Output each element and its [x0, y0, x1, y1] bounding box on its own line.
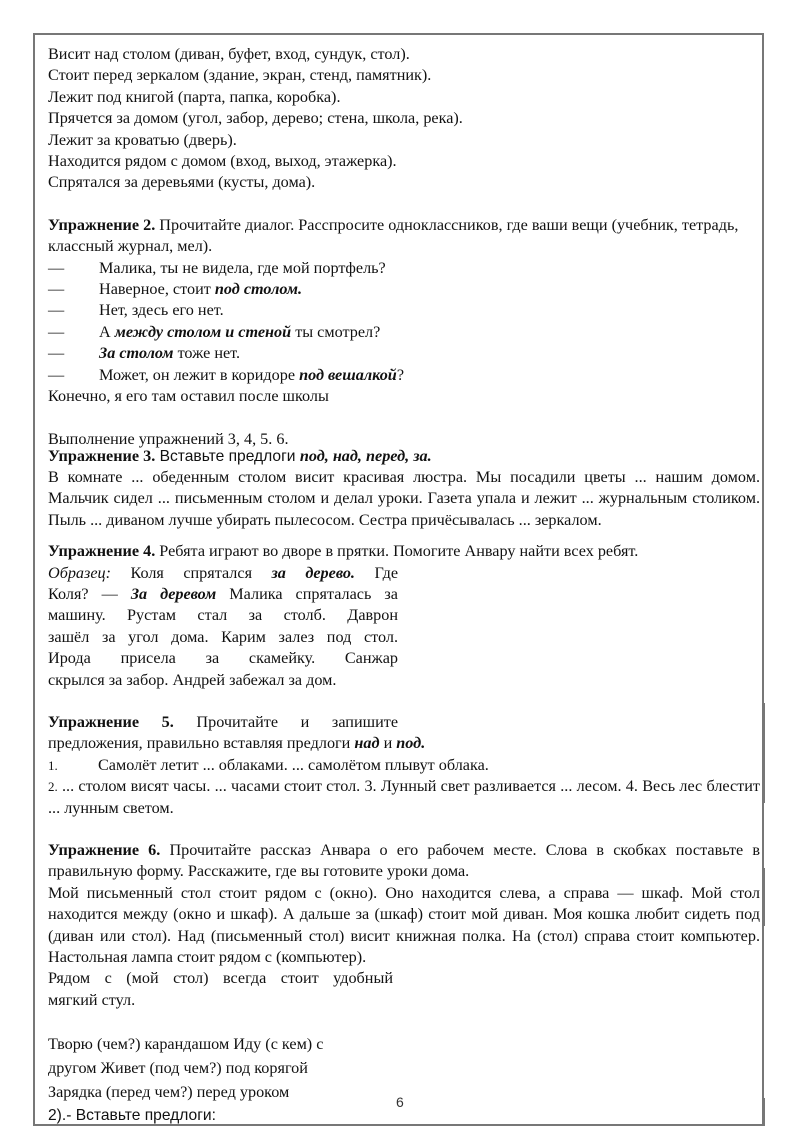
- exercise-4-task: Упражнение 4. Ребята играют во дворе в прятки. Помогите Анвару найти всех ребят.: [48, 542, 639, 561]
- assignment-note: Выполнение упражнений 3, 4, 5. 6.: [48, 429, 289, 448]
- exercise-3: [48, 446, 760, 532]
- phrase-line: Прячется за домом (угол, забор, дерево; стена, школа, река).: [48, 109, 463, 128]
- dialog-line: — Может, он лежит в коридоре под вешалкой?: [48, 365, 404, 384]
- dialog-line: — Малика, ты не видела, где мой портфель?: [48, 258, 386, 277]
- exercise-6-text: Мой письменный стол стоит рядом с (окно). Оно находится слева, а справа — шкаф. Мой стол находится между (окно и шкаф). А дальше за (шкаф) стоит мой диван. Моя кошка любит сидеть под (диван или стол). Над (письменный стол) висит книжная полка. На (стол) справа стоит компьютер. Настольная лампа стоит рядом с (компьютер).: [48, 883, 760, 967]
- phrase-line: Висит над столом (диван, буфет, вход, сундук, стол).: [48, 45, 410, 63]
- exercise-3-title: Упражнение 3.: [48, 446, 156, 465]
- note-line: другом Живет (под чем?) под корягой: [48, 1059, 308, 1078]
- dialog-line: — А между столом и стеной ты смотрел?: [48, 322, 381, 341]
- dialog-line: — За столом тоже нет.: [48, 344, 241, 363]
- exercise-4-line: Коля? — За деревом Малика спряталась за: [48, 584, 398, 603]
- note-line: Творю (чем?) карандашом Иду (с кем) с: [48, 1035, 324, 1054]
- exercise-4-line: Образец: Коля спрятался за дерево. Где: [48, 563, 398, 582]
- exercise-5-item: 1. Самолёт летит ... облаками. ... самолётом плывут облака.: [48, 755, 489, 774]
- phrase-line: Спрятался за деревьями (кусты, дома).: [48, 173, 316, 192]
- exercise-4-line: Ирода присела за скамейку. Санжар: [48, 649, 398, 668]
- exercise-4-title: Упражнение 4.: [48, 542, 156, 561]
- note-line: 2).- Вставьте предлоги:: [48, 1107, 216, 1125]
- dialog-line: — Наверное, стоит под столом.: [48, 280, 302, 299]
- exercise-4: [48, 541, 760, 691]
- notes-block: [48, 1032, 760, 1128]
- exercise-3-text: В комнате ... обеденным столом висит красивая люстра. Мы посадили цветы ... нашим домом. Мальчик сидел ... письменным столом и делал уроки. Газета упала и лежит ... журнальным столиком. Пыль ... диваном лучше убирать пылесосом. Сестра причёсывалась ... зеркалом.: [48, 467, 760, 529]
- phrase-line: Стоит перед зеркалом (здание, экран, стенд, памятник).: [48, 66, 432, 85]
- phrase-list: [48, 44, 760, 194]
- phrase-line: Находится рядом с домом (вход, выход, этажерка).: [48, 152, 397, 171]
- margin-line-2: [763, 868, 765, 926]
- exercise-2: [48, 215, 760, 408]
- phrase-line: Лежит под книгой (парта, папка, коробка).: [48, 87, 341, 106]
- exercise-6: [48, 840, 760, 1011]
- exercise-5-item: 2. ... столом висят часы. ... часами стоит стол. 3. Лунный свет разливается ... лесом. 4. Весь лес блестит ... лунным светом.: [48, 777, 760, 817]
- note-line: Зарядка (перед чем?) перед уроком: [48, 1083, 290, 1102]
- exercise-5-task-cont: предложения, правильно вставляя предлоги над и под.: [48, 734, 426, 753]
- exercise-5-title: Упражнение 5.: [48, 712, 174, 731]
- exercise-5-task: Упражнение 5. Прочитайте и запишите: [48, 712, 398, 731]
- exercise-6-title: Упражнение 6.: [48, 841, 161, 859]
- exercise-2-title: Упражнение 2.: [48, 215, 156, 234]
- exercise-4-line: зашёл за угол дома. Карим залез под стол.: [48, 627, 398, 646]
- exercise-6-line: мягкий стул.: [48, 990, 136, 1009]
- dialog-line: — Нет, здесь его нет.: [48, 301, 224, 320]
- margin-line-1: [763, 703, 765, 803]
- dialog-final-line: Конечно, я его там оставил после школы: [48, 387, 329, 406]
- exercise-4-line: скрылся за забор. Андрей забежал за дом.: [48, 670, 337, 689]
- margin-line-3: [763, 1098, 765, 1126]
- document-body: [48, 44, 760, 1128]
- exercise-5: [48, 712, 760, 819]
- exercise-6-task: Упражнение 6. Прочитайте рассказ Анвара о его рабочем месте. Слова в скобках поставьте в правильную форму. Расскажите, где вы готовите уроки дома.: [48, 841, 761, 881]
- exercise-2-task: Упражнение 2. Прочитайте диалог. Расспросите одноклассников, где ваши вещи (учебник, тетрадь, классный журнал, мел).: [48, 215, 739, 256]
- exercise-6-line: Рядом с (мой стол) всегда стоит удобный: [48, 969, 393, 988]
- exercise-4-line: машину. Рустам стал за столб. Даврон: [48, 606, 398, 625]
- exercise-3-task: Упражнение 3. Вставьте предлоги под, над, перед, за.: [48, 446, 432, 465]
- phrase-line: Лежит за кроватью (дверь).: [48, 130, 237, 149]
- page-number: 6: [396, 1094, 404, 1110]
